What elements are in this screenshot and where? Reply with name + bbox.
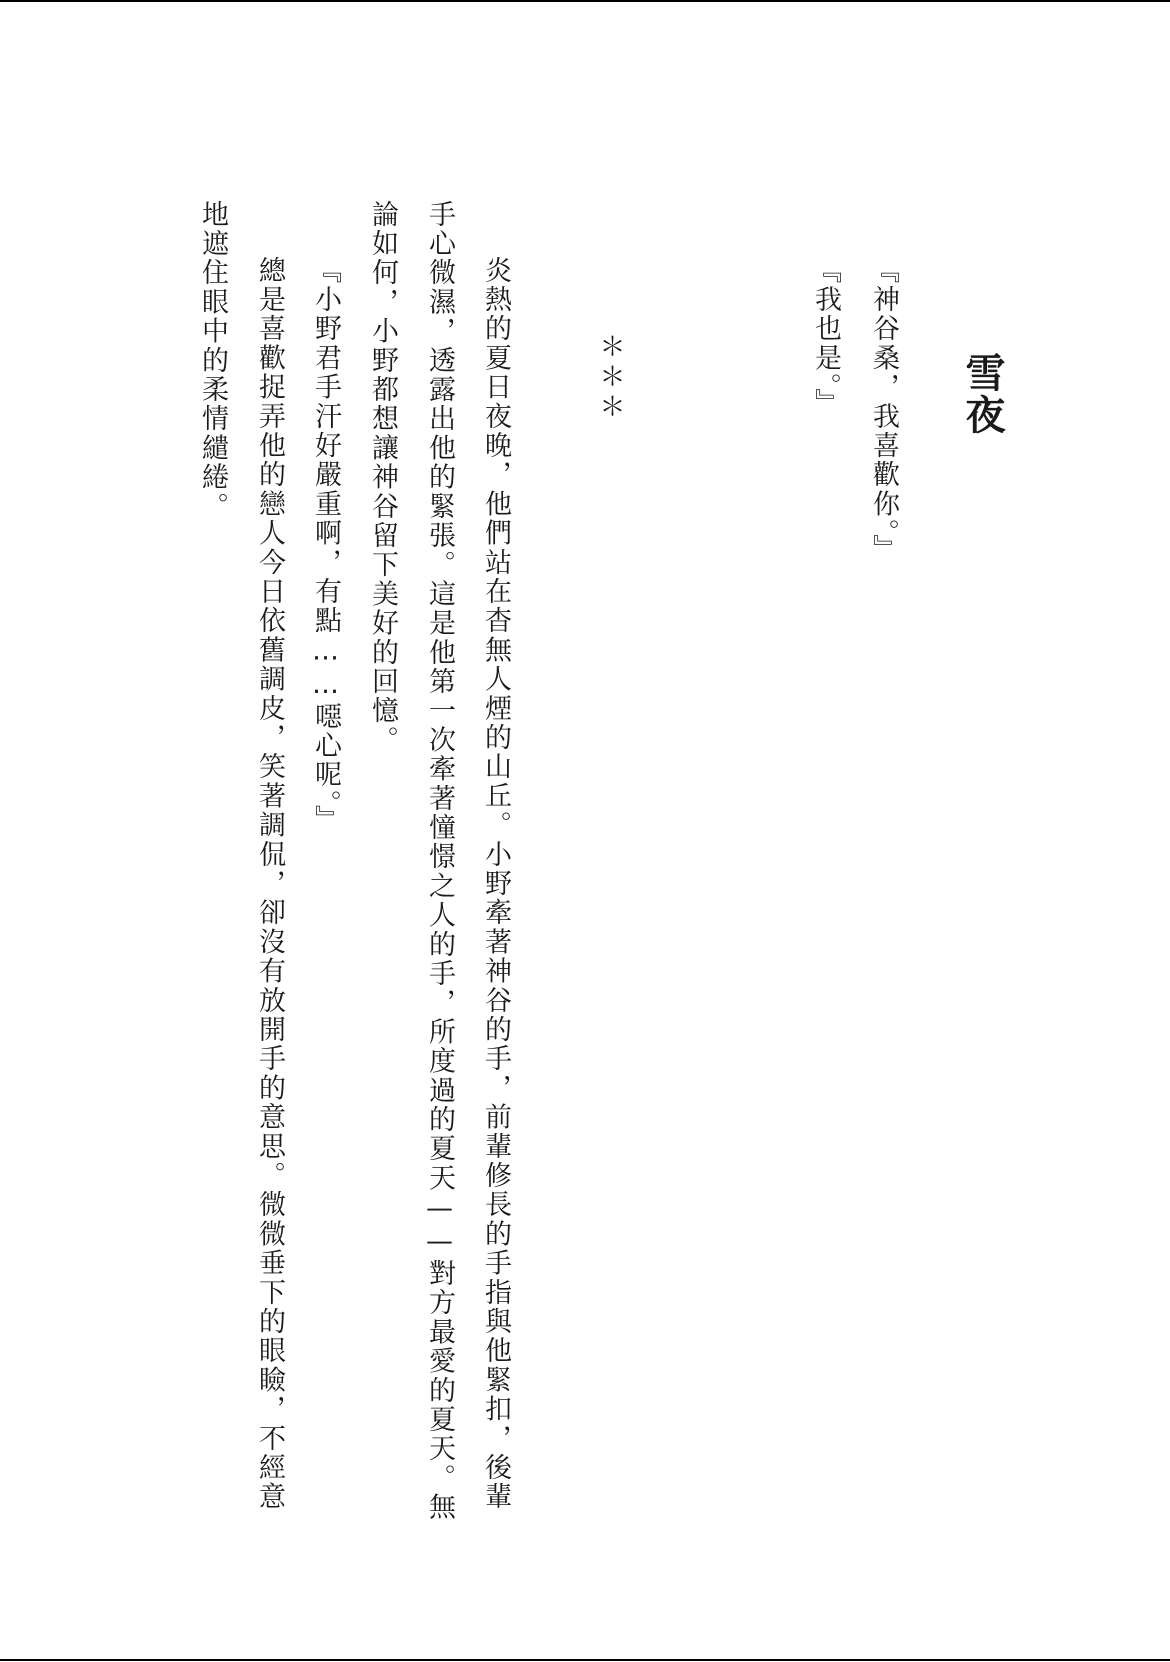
dialogue-line-2: 『我也是。』 xyxy=(810,256,841,418)
section-separator: ＊＊＊ xyxy=(595,333,625,423)
top-border-line xyxy=(0,0,1170,2)
chapter-title: 雪夜 xyxy=(959,352,1005,436)
bottom-border-line xyxy=(0,1659,1170,1661)
paragraph-1-column-1: 炎熱的夏日夜晚，他們站在杳無人煙的山丘。小野牽著神谷的手，前輩修長的手指與他緊扣，後輩 xyxy=(480,256,511,1512)
paragraph-1-column-2: 手心微濕，透露出他的緊張。這是他第一次牽著憧憬之人的手，所度過的夏天——對方最愛的夏天。無 xyxy=(424,200,455,1522)
quote-line: 『小野君手汗好嚴重啊，有點……噁心呢。』 xyxy=(310,256,341,835)
paragraph-2-column-1: 總是喜歡捉弄他的戀人今日依舊調皮，笑著調侃，卻沒有放開手的意思。微微垂下的眼瞼，不經意 xyxy=(254,256,285,1512)
paragraph-1-column-3: 論如何，小野都想讓神谷留下美好的回憶。 xyxy=(367,200,398,755)
paragraph-2-column-2: 地遮住眼中的柔情繾綣。 xyxy=(197,200,228,522)
dialogue-line-1: 『神谷桑，我喜歡你。』 xyxy=(868,256,899,564)
